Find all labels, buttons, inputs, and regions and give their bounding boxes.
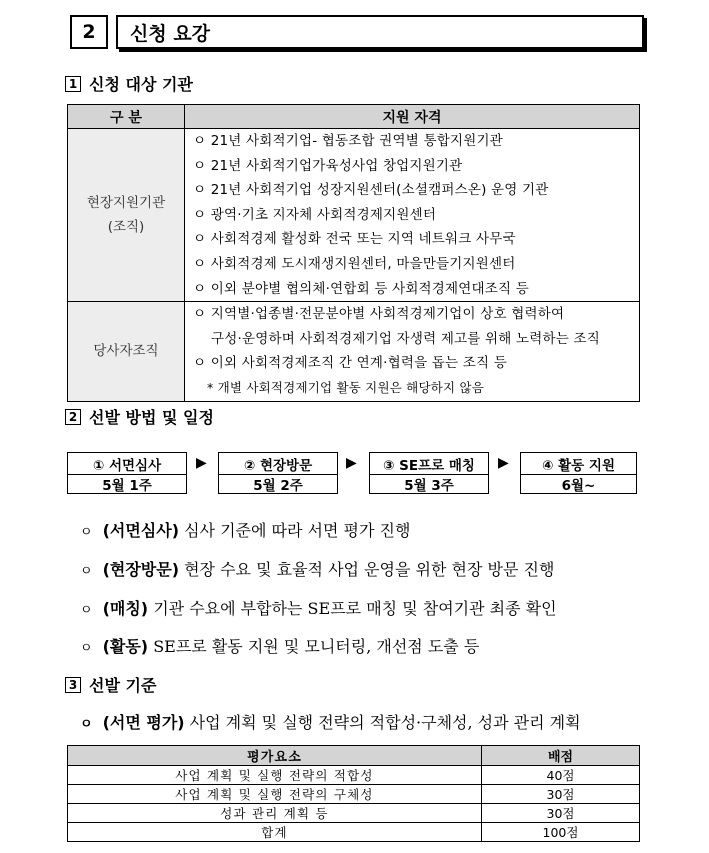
flow-step-label: ④ 활동 지원 — [521, 453, 636, 475]
score-cell: 30점 — [482, 785, 640, 804]
step-item — [80, 518, 410, 541]
table-header-row — [68, 746, 640, 766]
step-desc: 현장 수요 및 효율적 사업 운영을 위한 현장 방문 진행 — [179, 560, 555, 579]
score-cell: 40점 — [482, 766, 640, 785]
score-cell: 30점 — [482, 804, 640, 823]
row-items — [185, 129, 640, 302]
subsection-2-number: 2 — [65, 409, 81, 425]
section-number: 2 — [70, 15, 108, 49]
flow-step-2 — [218, 452, 338, 494]
flow-step-label: ③ SE프로 매칭 — [370, 453, 488, 475]
subsection-1-number: 1 — [65, 76, 81, 92]
list-item: ㅇ 21년 사회적기업- 협동조합 권역별 통합지원기관 — [193, 133, 503, 149]
step-term: (활동) — [102, 637, 149, 656]
bullet-mark: ㅇ — [80, 717, 93, 732]
criteria-term: (서면 평가) — [102, 713, 185, 732]
step-desc: 기관 수요에 부합하는 SE프로 매칭 및 참여기관 최종 확인 — [148, 599, 557, 618]
flow-step-1 — [67, 452, 187, 494]
table-row — [68, 785, 640, 804]
step-item — [80, 557, 554, 580]
total-label-cell: 합계 — [68, 823, 482, 842]
table-row — [68, 804, 640, 823]
criteria-desc: 사업 계획 및 실행 전략의 적합성·구체성, 성과 관리 계획 — [184, 713, 581, 732]
flow-step-4 — [520, 452, 637, 494]
subsection-2-title: 선발 방법 및 일정 — [89, 408, 214, 427]
table-row — [68, 302, 640, 401]
subsection-3-title: 선발 기준 — [89, 676, 157, 695]
step-item — [80, 596, 557, 619]
list-item: ㅇ 이외 분야별 협의체·연합회 등 사회적경제연대조직 등 — [193, 280, 529, 297]
list-item: ㅇ 21년 사회적기업가육성사업 창업지원기관 — [193, 157, 463, 174]
arrow-right-icon: ▶ — [346, 455, 357, 471]
total-score-cell: 100점 — [482, 823, 640, 842]
flow-step-date: 5월 1주 — [102, 478, 152, 494]
list-item: ㅇ 사회적경제 도시재생지원센터, 마을만들기지원센터 — [193, 255, 516, 272]
list-item-continued: 구성·운영하며 사회적경제기업 자생력 제고를 위해 노력하는 조직 — [211, 330, 600, 347]
subsection-3-heading — [65, 673, 156, 696]
list-note: * 개별 사회적경제기업 활동 지원은 해당하지 않음 — [207, 379, 484, 395]
table-row — [68, 766, 640, 785]
table-header-row — [68, 105, 640, 129]
bullet-mark: ㅇ — [80, 641, 93, 656]
flow-step-label: ① 서면심사 — [68, 453, 186, 475]
criteria-cell: 사업 계획 및 실행 전략의 구체성 — [68, 785, 482, 804]
flow-step-date: 5월 3주 — [404, 478, 454, 494]
bullet-mark: ㅇ — [80, 564, 93, 579]
criteria-item — [80, 710, 581, 733]
list-item: ㅇ 사회적경제 활성화 전국 또는 지역 네트워크 사무국 — [193, 231, 516, 248]
arrow-right-icon: ▶ — [196, 455, 207, 471]
table-row — [68, 129, 640, 302]
criteria-cell: 성과 관리 계획 등 — [68, 804, 482, 823]
flow-step-date: 6월~ — [561, 478, 596, 494]
category-sublabel: (조직) — [107, 219, 145, 236]
list-item: ㅇ 21년 사회적기업 성장지원센터(소셜캠퍼스온) 운영 기관 — [193, 182, 549, 199]
subsection-3-number: 3 — [65, 677, 81, 693]
flow-step-label: ② 현장방문 — [219, 453, 337, 475]
flow-step-3 — [369, 452, 489, 494]
flow-step-date: 5월 2주 — [253, 478, 303, 494]
scoring-table — [67, 745, 640, 842]
criteria-cell: 사업 계획 및 실행 전략의 적합성 — [68, 766, 482, 785]
list-item: ㅇ 이외 사회적경제조직 간 연계·협력을 돕는 조직 등 — [193, 355, 507, 372]
subsection-1-heading — [65, 72, 193, 95]
table-row-total — [68, 823, 640, 842]
subsection-1-title: 신청 대상 기관 — [89, 75, 193, 94]
row-items — [185, 302, 640, 401]
bullet-mark: ㅇ — [80, 603, 93, 618]
step-term: (현장방문) — [102, 560, 180, 579]
step-desc: 심사 기준에 따라 서면 평가 진행 — [179, 521, 411, 540]
arrow-right-icon: ▶ — [498, 455, 509, 471]
header-category: 구 분 — [68, 105, 185, 129]
category-label: 현장지원기관 — [86, 195, 166, 212]
subsection-2-heading — [65, 405, 214, 428]
step-desc: SE프로 활동 지원 및 모니터링, 개선점 도출 등 — [148, 637, 480, 656]
header-score: 배점 — [482, 746, 640, 766]
bullet-mark: ㅇ — [80, 525, 93, 540]
row-category-party-org — [68, 302, 185, 401]
row-category-field-org — [68, 129, 185, 302]
category-label: 당사자조직 — [93, 343, 159, 360]
header-qualification: 지원 자격 — [185, 105, 640, 129]
list-item: ㅇ 지역별·업종별·전문분야별 사회적경제기업이 상호 협력하여 — [193, 306, 565, 323]
eligibility-table — [67, 104, 640, 402]
step-term: (매칭) — [102, 599, 149, 618]
step-item — [80, 634, 479, 657]
section-title: 신청 요강 — [116, 15, 644, 49]
step-term: (서면심사) — [102, 521, 180, 540]
header-criteria: 평가요소 — [68, 746, 482, 766]
list-item: ㅇ 광역·기초 지자체 사회적경제지원센터 — [193, 206, 437, 223]
